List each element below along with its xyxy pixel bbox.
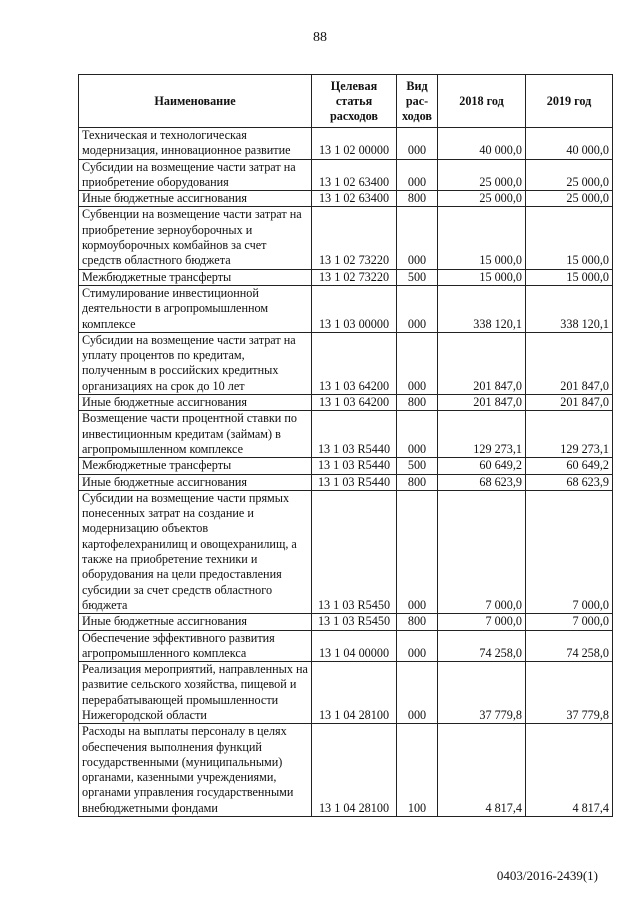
row-name-cell: Иные бюджетные ассигнования [79, 614, 312, 630]
row-2018-cell: 15 000,0 [438, 207, 526, 269]
row-target-article-cell: 13 1 02 63400 [312, 159, 397, 191]
table-row [79, 207, 613, 269]
row-name-cell: Возмещение части процентной ставки по инвестиционным кредитам (займам) в агропромышленном комплексе [79, 411, 312, 458]
row-2019-cell: 15 000,0 [526, 269, 613, 285]
row-2019-cell: 129 273,1 [526, 411, 613, 458]
row-2018-cell: 37 779,8 [438, 662, 526, 724]
row-expense-type-cell: 000 [397, 411, 438, 458]
row-expense-type-cell: 000 [397, 490, 438, 613]
row-2019-cell: 25 000,0 [526, 159, 613, 191]
header-name: Наименование [79, 75, 312, 128]
row-expense-type-cell: 100 [397, 724, 438, 817]
row-target-article-cell: 13 1 03 R5440 [312, 474, 397, 490]
row-2019-cell: 201 847,0 [526, 332, 613, 394]
row-2018-cell: 4 817,4 [438, 724, 526, 817]
row-name-cell: Субсидии на возмещение части затрат на приобретение оборудования [79, 159, 312, 191]
row-2018-cell: 129 273,1 [438, 411, 526, 458]
table-row [79, 191, 613, 207]
row-2019-cell: 15 000,0 [526, 207, 613, 269]
row-2018-cell: 68 623,9 [438, 474, 526, 490]
table-row [79, 630, 613, 662]
table-row [79, 662, 613, 724]
row-name-cell: Межбюджетные трансферты [79, 458, 312, 474]
row-2019-cell: 74 258,0 [526, 630, 613, 662]
row-2018-cell: 25 000,0 [438, 159, 526, 191]
budget-table [78, 74, 613, 817]
row-expense-type-cell: 000 [397, 630, 438, 662]
row-2019-cell: 338 120,1 [526, 285, 613, 332]
row-expense-type-cell: 000 [397, 207, 438, 269]
row-2019-cell: 25 000,0 [526, 191, 613, 207]
row-name-cell: Расходы на выплаты персоналу в целях обеспечения выполнения функций государственными (муниципальными) органами, казенными учреждениями, органами управления государственными внебюджетными фондами [79, 724, 312, 817]
row-name-cell: Реализация мероприятий, направленных на развитие сельского хозяйства, пищевой и перерабатывающей промышленности Нижегородской области [79, 662, 312, 724]
row-2019-cell: 201 847,0 [526, 395, 613, 411]
row-target-article-cell: 13 1 03 00000 [312, 285, 397, 332]
row-target-article-cell: 13 1 02 63400 [312, 191, 397, 207]
row-expense-type-cell: 500 [397, 269, 438, 285]
row-2018-cell: 7 000,0 [438, 614, 526, 630]
row-expense-type-cell: 000 [397, 285, 438, 332]
row-name-cell: Иные бюджетные ассигнования [79, 474, 312, 490]
row-expense-type-cell: 500 [397, 458, 438, 474]
row-expense-type-cell: 000 [397, 159, 438, 191]
table-row [79, 269, 613, 285]
table-row [79, 395, 613, 411]
row-2019-cell: 4 817,4 [526, 724, 613, 817]
row-2019-cell: 7 000,0 [526, 490, 613, 613]
table-row [79, 128, 613, 160]
header-year-2019: 2019 год [526, 75, 613, 128]
row-target-article-cell: 13 1 02 73220 [312, 207, 397, 269]
header-target-article: Целевая статья расходов [312, 75, 397, 128]
header-year-2018: 2018 год [438, 75, 526, 128]
page-number: 88 [313, 30, 327, 45]
row-expense-type-cell: 000 [397, 332, 438, 394]
row-target-article-cell: 13 1 03 64200 [312, 332, 397, 394]
row-2018-cell: 201 847,0 [438, 332, 526, 394]
table-row [79, 411, 613, 458]
table-body [79, 128, 613, 817]
table-header-row [79, 75, 613, 128]
row-expense-type-cell: 800 [397, 395, 438, 411]
row-name-cell: Межбюджетные трансферты [79, 269, 312, 285]
row-2019-cell: 40 000,0 [526, 128, 613, 160]
row-target-article-cell: 13 1 04 28100 [312, 662, 397, 724]
table-row [79, 474, 613, 490]
row-name-cell: Стимулирование инвестиционной деятельности в агропромышленном комплексе [79, 285, 312, 332]
header-expense-type: Вид рас-ходов [397, 75, 438, 128]
row-target-article-cell: 13 1 04 00000 [312, 630, 397, 662]
row-target-article-cell: 13 1 04 28100 [312, 724, 397, 817]
row-name-cell: Субсидии на возмещение части прямых понесенных затрат на создание и модернизацию объектов картофелехранилищ и овощехранилищ, а также на приобретение техники и оборудования на цели предоставления субсидии за счет средств областного бюджета [79, 490, 312, 613]
row-target-article-cell: 13 1 03 R5440 [312, 458, 397, 474]
row-expense-type-cell: 000 [397, 662, 438, 724]
row-2018-cell: 74 258,0 [438, 630, 526, 662]
row-expense-type-cell: 800 [397, 614, 438, 630]
table-row [79, 159, 613, 191]
row-2018-cell: 15 000,0 [438, 269, 526, 285]
row-expense-type-cell: 800 [397, 474, 438, 490]
row-2018-cell: 7 000,0 [438, 490, 526, 613]
row-2018-cell: 201 847,0 [438, 395, 526, 411]
table-row [79, 490, 613, 613]
table-row [79, 285, 613, 332]
row-name-cell: Иные бюджетные ассигнования [79, 395, 312, 411]
row-2018-cell: 60 649,2 [438, 458, 526, 474]
row-target-article-cell: 13 1 03 64200 [312, 395, 397, 411]
row-2019-cell: 68 623,9 [526, 474, 613, 490]
row-name-cell: Техническая и технологическая модернизация, инновационное развитие [79, 128, 312, 160]
row-expense-type-cell: 800 [397, 191, 438, 207]
table-row [79, 724, 613, 817]
row-2018-cell: 25 000,0 [438, 191, 526, 207]
row-name-cell: Субсидии на возмещение части затрат на уплату процентов по кредитам, полученным в российских кредитных организациях на срок до 10 лет [79, 332, 312, 394]
table-row [79, 614, 613, 630]
document-code: 0403/2016-2439(1) [496, 868, 598, 883]
row-target-article-cell: 13 1 03 R5450 [312, 490, 397, 613]
row-2019-cell: 7 000,0 [526, 614, 613, 630]
row-target-article-cell: 13 1 02 73220 [312, 269, 397, 285]
row-2018-cell: 40 000,0 [438, 128, 526, 160]
row-name-cell: Иные бюджетные ассигнования [79, 191, 312, 207]
row-2019-cell: 60 649,2 [526, 458, 613, 474]
row-target-article-cell: 13 1 02 00000 [312, 128, 397, 160]
row-2019-cell: 37 779,8 [526, 662, 613, 724]
row-expense-type-cell: 000 [397, 128, 438, 160]
table-row [79, 458, 613, 474]
row-name-cell: Субвенции на возмещение части затрат на приобретение зерноуборочных и кормоуборочных комбайнов за счет средств областного бюджета [79, 207, 312, 269]
table-row [79, 332, 613, 394]
row-target-article-cell: 13 1 03 R5440 [312, 411, 397, 458]
row-2018-cell: 338 120,1 [438, 285, 526, 332]
row-name-cell: Обеспечение эффективного развития агропромышленного комплекса [79, 630, 312, 662]
row-target-article-cell: 13 1 03 R5450 [312, 614, 397, 630]
